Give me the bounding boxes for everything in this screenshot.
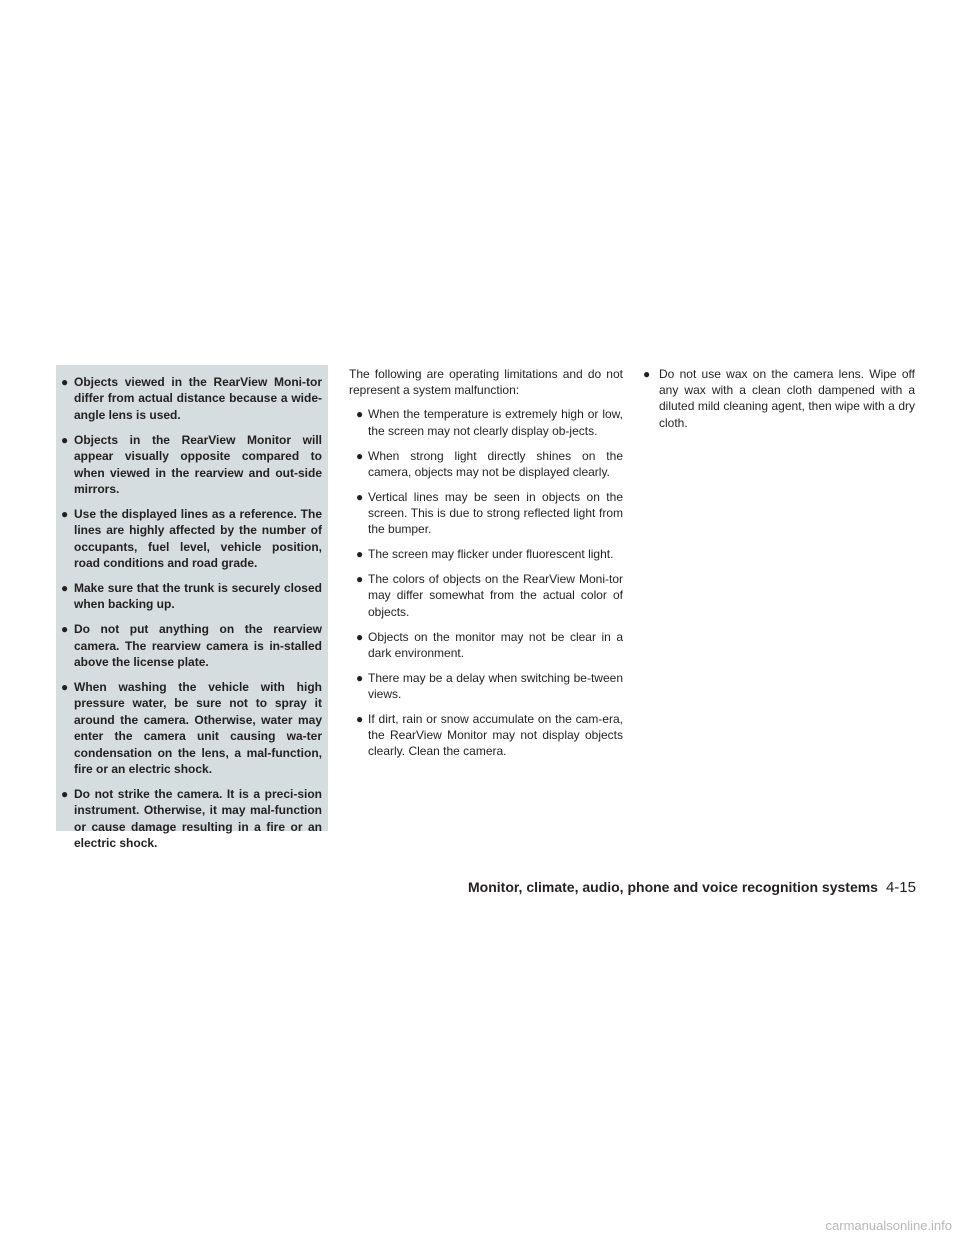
limitation-text: The screen may flicker under fluorescent light. [368,547,614,562]
limitation-item [349,546,623,562]
limitation-text: Objects on the monitor may not be clear in a dark environment. [368,629,623,660]
bullet-icon: ● [356,712,364,727]
bullet-icon: ● [61,680,69,694]
bullet-icon: ● [643,367,651,381]
bullet-icon: ● [356,629,364,644]
caution-item [56,621,322,670]
caution-item [56,786,322,852]
limitation-text: When strong light directly shines on the camera, objects may not be displayed clearly. [368,448,623,479]
caution-item [56,679,322,777]
caution-text: Do not put anything on the rearview camera. The rearview camera is in-stalled above the license plate. [74,622,322,670]
bullet-icon: ● [61,786,69,801]
caution-box [56,365,328,851]
caution-item [56,506,322,572]
section-title: Monitor, climate, audio, phone and voice recognition systems [468,879,878,895]
bullet-icon: ● [61,375,69,389]
maintenance-text: Do not use wax on the camera lens. Wipe off any wax with a clean cloth dampened with a diluted mild cleaning agent, then wipe with a dry cloth. [659,367,915,430]
limitation-item [349,571,623,620]
maintenance-list [641,366,915,431]
limitations-list [349,406,623,759]
limitation-text: Vertical lines may be seen in objects on the screen. This is due to strong reflected light from the bumper. [368,489,623,537]
caution-text: Make sure that the trunk is securely closed when backing up. [74,580,322,612]
limitation-text: If dirt, rain or snow accumulate on the cam-era, the RearView Monitor may not display objects clearly. Clean the camera. [368,712,623,759]
caution-text: Objects in the RearView Monitor will appear visually opposite compared to when viewed in the rearview and out-side mirrors. [74,432,322,496]
watermark: carmanualsonline.info [825,1218,952,1233]
caution-text: When washing the vehicle with high pressure water, be sure not to spray it around the camera. Otherwise, water may enter the camera unit causing wa-ter condensation on the lens, a mal-function, fire or an electric shock. [74,680,322,777]
bullet-icon: ● [61,506,69,521]
caution-item [56,580,322,613]
limitation-text: There may be a delay when switching be-tween views. [368,670,623,702]
bullet-icon: ● [61,622,69,637]
caution-text: Use the displayed lines as a reference. The lines are highly affected by the number of occupants, fuel level, vehicle position, road conditions and road grade. [74,506,322,571]
maintenance-column [641,366,915,440]
limitation-text: When the temperature is extremely high or low, the screen may not clearly display ob-jects. [368,407,623,438]
maintenance-item [641,366,915,431]
limitation-item [349,448,623,480]
limitation-item [349,711,623,760]
bullet-icon: ● [61,580,69,595]
limitation-item [349,489,623,538]
limitation-item [349,629,623,661]
bullet-icon: ● [356,407,364,422]
caution-text: Objects viewed in the RearView Moni-tor differ from actual distance because a wide-angle lens is used. [74,375,322,422]
caution-list [56,374,322,852]
limitation-text: The colors of objects on the RearView Moni-tor may differ somewhat from the actual color of objects. [368,572,623,619]
bullet-icon: ● [356,572,364,587]
bullet-icon: ● [356,547,364,562]
bullet-icon: ● [356,489,364,504]
caution-item [56,432,322,498]
caution-item [56,374,322,423]
caution-text: Do not strike the camera. It is a preci-sion instrument. Otherwise, it may mal-function or cause damage resulting in a fire or an electric shock. [74,786,322,851]
limitations-intro: The following are operating limitations and do not represent a system malfunction: [349,367,623,398]
limitations-column [349,366,623,768]
limitation-item [349,670,623,702]
page-number: 4-15 [885,879,916,896]
limitation-item [349,406,623,438]
bullet-icon: ● [61,432,69,447]
bullet-icon: ● [356,448,364,463]
page-footer [420,879,916,897]
bullet-icon: ● [356,670,364,685]
